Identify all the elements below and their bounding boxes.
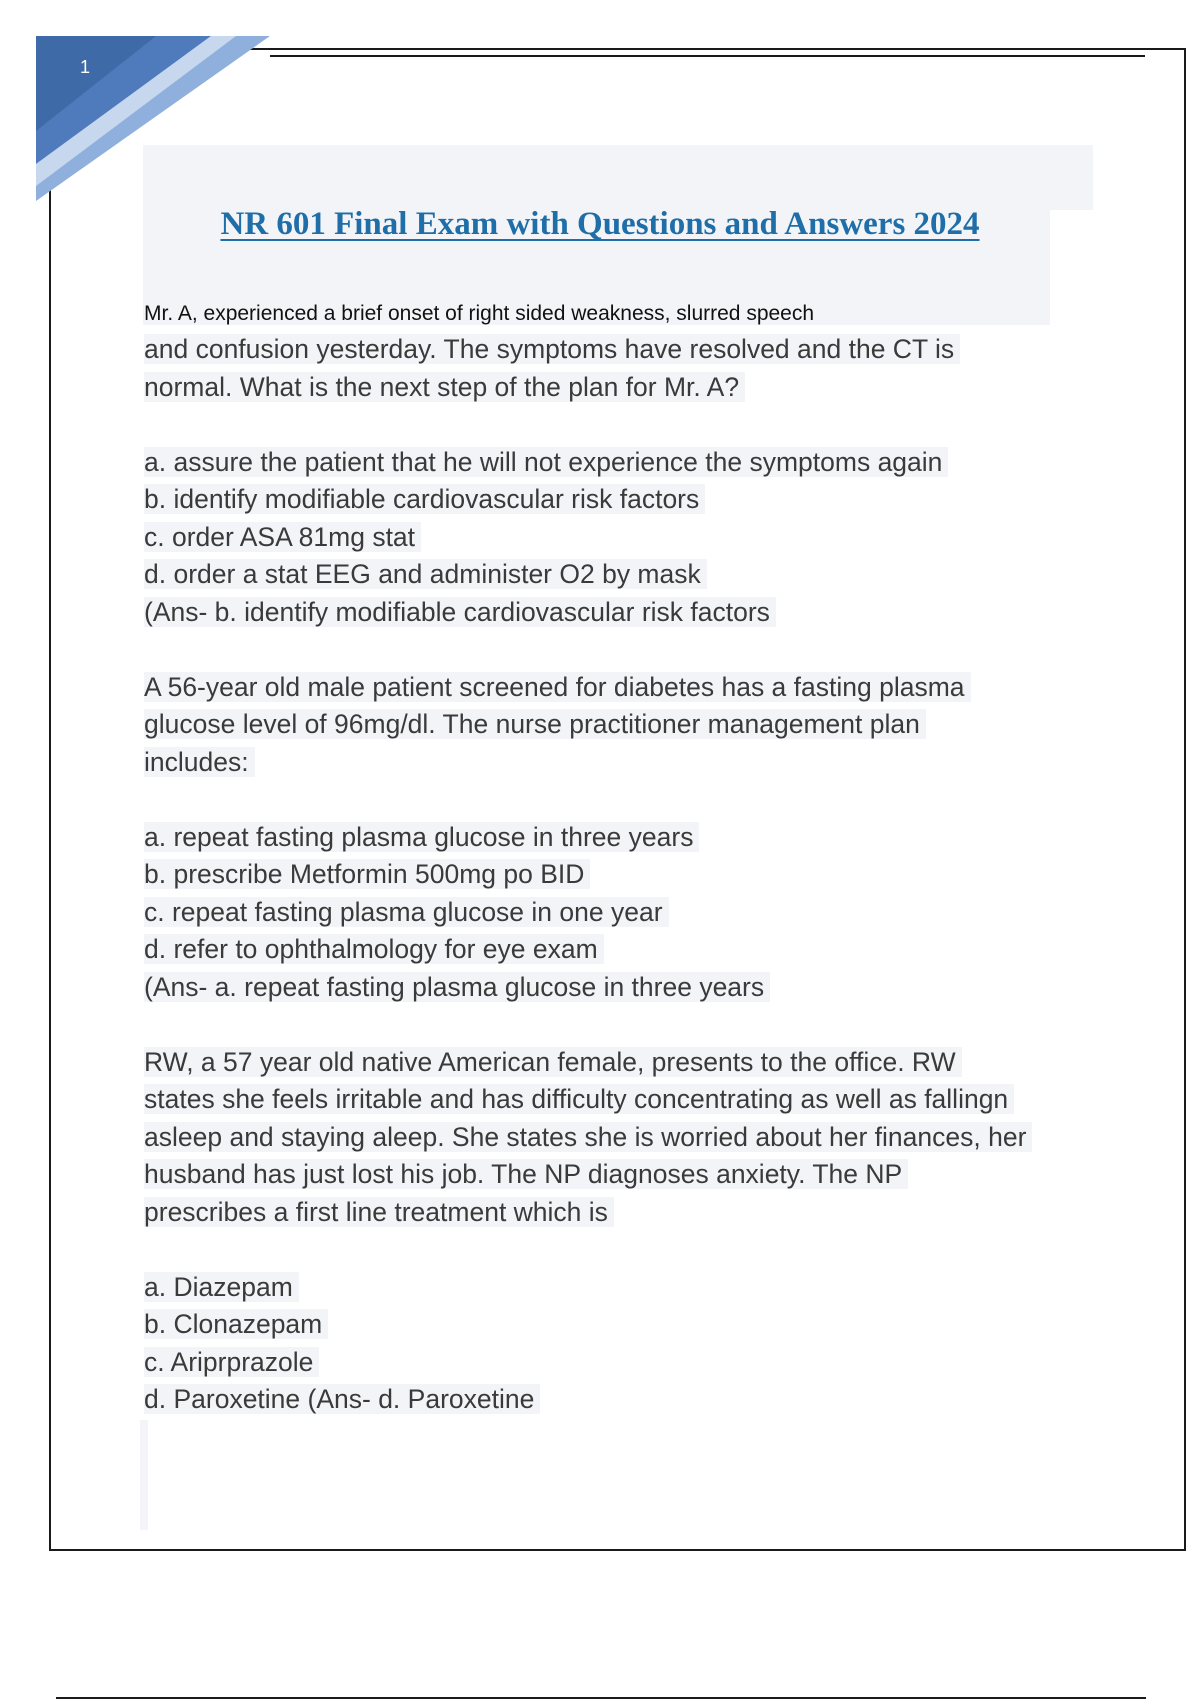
page-number: 1 (80, 57, 91, 77)
question-stem-line: asleep and staying aleep. She states she is worried about her finances, her (144, 1119, 1104, 1157)
margin-shade (140, 1420, 148, 1530)
footer-rule (56, 1697, 1146, 1699)
question-stem-line: prescribes a first line treatment which is (144, 1194, 1104, 1232)
question-stem-line: A 56-year old male patient screened for diabetes has a fasting plasma (144, 669, 1104, 707)
answer-option: b. prescribe Metformin 500mg po BID (144, 856, 1104, 894)
question-stem-line: RW, a 57 year old native American female, presents to the office. RW (144, 1044, 1104, 1082)
answer-option: b. Clonazepam (144, 1306, 1104, 1344)
answer-option: d. order a stat EEG and administer O2 by mask (144, 556, 1104, 594)
answer-option: d. refer to ophthalmology for eye exam (144, 931, 1104, 969)
question-stem-line: and confusion yesterday. The symptoms have resolved and the CT is (144, 331, 1104, 369)
answer-option: d. Paroxetine (Ans- d. Paroxetine (144, 1381, 1104, 1419)
question-stem-line: normal. What is the next step of the plan for Mr. A? (144, 369, 1104, 407)
answer-option: c. repeat fasting plasma glucose in one year (144, 894, 1104, 932)
answer-option: a. repeat fasting plasma glucose in three years (144, 819, 1104, 857)
question-block (144, 669, 1104, 1007)
answer-key: (Ans- a. repeat fasting plasma glucose in three years (144, 969, 1104, 1007)
intro-line: Mr. A, experienced a brief onset of right sided weakness, slurred speech (144, 302, 815, 325)
answer-key: (Ans- b. identify modifiable cardiovascular risk factors (144, 594, 1104, 632)
document-title: NR 601 Final Exam with Questions and Answers 2024 (220, 206, 980, 242)
answer-option: a. Diazepam (144, 1269, 1104, 1307)
title-highlight (143, 145, 1093, 210)
answer-option: b. identify modifiable cardiovascular risk factors (144, 481, 1104, 519)
questions-body (144, 331, 1104, 1419)
question-stem-line: glucose level of 96mg/dl. The nurse practitioner management plan (144, 706, 1104, 744)
question-stem-line: husband has just lost his job. The NP diagnoses anxiety. The NP (144, 1156, 1104, 1194)
answer-option: c. Ariprprazole (144, 1344, 1104, 1382)
question-block (144, 331, 1104, 631)
question-stem-line: states she feels irritable and has difficulty concentrating as well as fallingn (144, 1081, 1104, 1119)
answer-option: c. order ASA 81mg stat (144, 519, 1104, 557)
question-stem-line: includes: (144, 744, 1104, 782)
question-block (144, 1044, 1104, 1419)
header-rule (270, 55, 1145, 57)
answer-option: a. assure the patient that he will not experience the symptoms again (144, 444, 1104, 482)
